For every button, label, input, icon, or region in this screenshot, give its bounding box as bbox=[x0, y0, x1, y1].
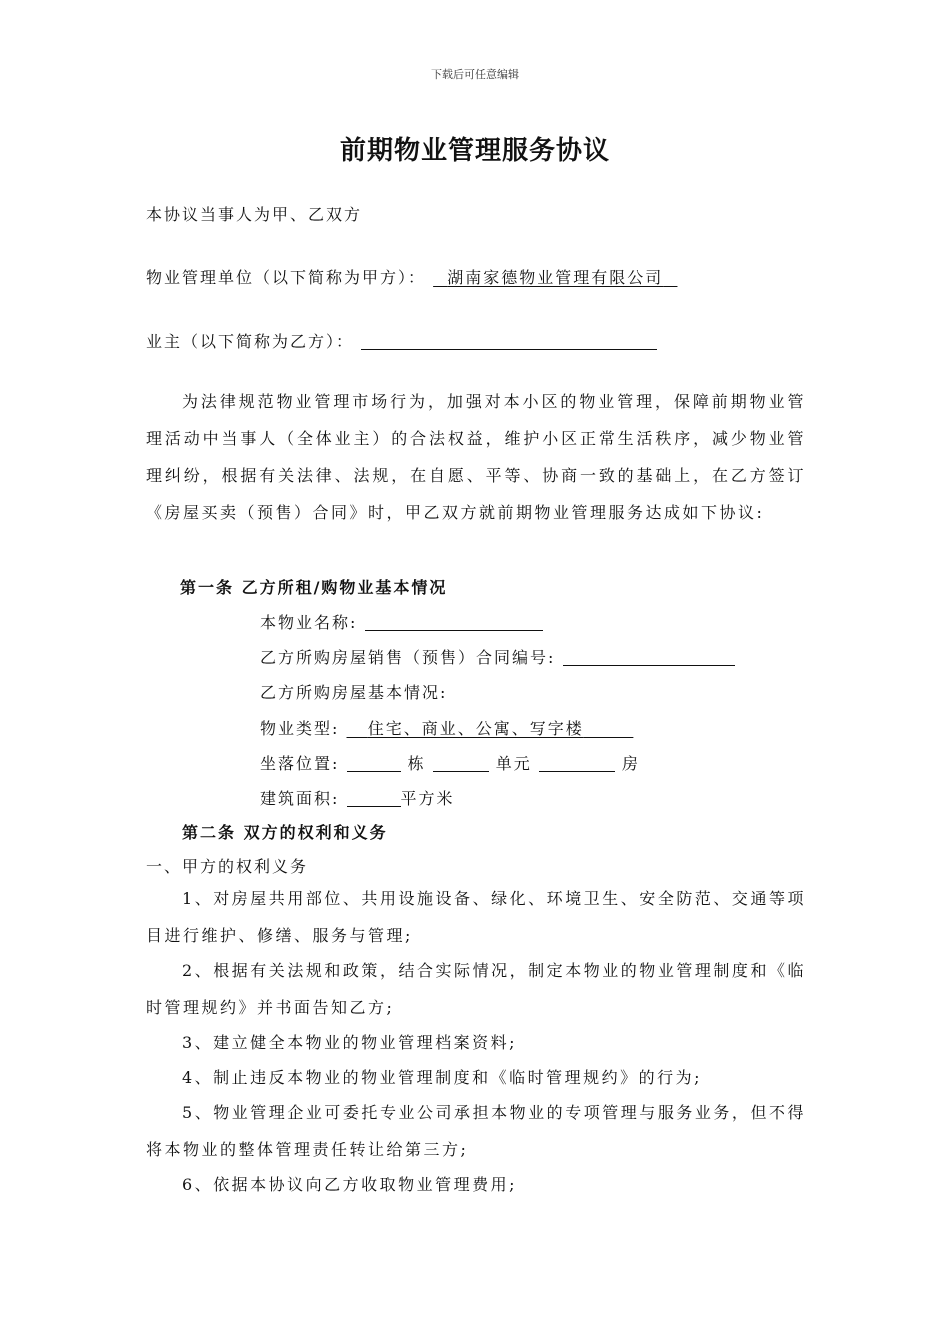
area-unit-label: 平方米 bbox=[400, 789, 455, 808]
preamble-paragraph: 为法律规范物业管理市场行为，加强对本小区的物业管理，保障前期物业管理活动中当事人（全体业主）的合法权益，维护小区正常生活秩序，减少物业管理纠纷，根据有关法律、法规，在自愿、平等、协商一致的基础上，在乙方签订《房屋买卖（预售）合同》时，甲乙双方就前期物业管理服务达成如下协议: bbox=[146, 392, 806, 522]
contract-number-blank bbox=[563, 647, 735, 666]
area-label: 建筑面积: bbox=[260, 789, 340, 808]
location-line bbox=[260, 751, 640, 774]
clause-item-1: 1、对房屋共用部位、共用设施设备、绿化、环境卫生、安全防范、交通等项目进行维护、修缮、服务与管理; bbox=[146, 889, 806, 945]
location-label: 坐落位置: bbox=[260, 754, 340, 773]
intro-line: 本协议当事人为甲、乙双方 bbox=[146, 205, 363, 224]
property-name-blank bbox=[365, 612, 543, 631]
building-unit-label: 栋 bbox=[407, 754, 426, 773]
building-blank bbox=[347, 753, 401, 772]
property-type-line bbox=[260, 716, 633, 739]
clause-item-5: 5、物业管理企业可委托专业公司承担本物业的专项管理与服务业务，但不得将本物业的整体管理责任转让给第三方; bbox=[146, 1103, 806, 1159]
room-blank bbox=[539, 753, 615, 772]
room-unit-label: 房 bbox=[622, 754, 641, 773]
party-b-blank bbox=[361, 331, 657, 350]
article1-heading: 第一条 乙方所租/购物业基本情况 bbox=[180, 578, 448, 597]
party-b-line bbox=[146, 329, 657, 352]
contract-number-label: 乙方所购房屋销售（预售）合同编号: bbox=[260, 648, 556, 667]
party-a-line bbox=[146, 265, 677, 288]
unit-blank bbox=[433, 753, 489, 772]
clause-item-2: 2、根据有关法规和政策，结合实际情况，制定本物业的物业管理制度和《临时管理规约》并书面告知乙方; bbox=[146, 961, 806, 1017]
contract-number-line bbox=[260, 645, 735, 668]
basic-info-label: 乙方所购房屋基本情况: bbox=[260, 683, 448, 702]
clause-item-6: 6、依据本协议向乙方收取物业管理费用; bbox=[182, 1175, 518, 1194]
party-a-label: 物业管理单位（以下简称为甲方）： bbox=[146, 268, 427, 287]
area-blank bbox=[347, 788, 401, 807]
clause-item-4: 4、制止违反本物业的物业管理制度和《临时管理规约》的行为; bbox=[182, 1068, 703, 1087]
clause-item-3: 3、建立健全本物业的物业管理档案资料; bbox=[182, 1033, 518, 1052]
property-type-label: 物业类型: bbox=[260, 719, 340, 738]
document-title: 前期物业管理服务协议 bbox=[339, 136, 610, 166]
article2-heading: 第二条 双方的权利和义务 bbox=[182, 823, 388, 842]
property-name-line bbox=[260, 610, 543, 633]
download-note: 下载后可任意编辑 bbox=[431, 68, 519, 81]
property-name-label: 本物业名称: bbox=[260, 613, 358, 632]
unit-unit-label: 单元 bbox=[495, 754, 532, 773]
party-a-value: 湖南家德物业管理有限公司 bbox=[447, 268, 664, 287]
party-b-label: 业主（以下简称为乙方）： bbox=[146, 332, 355, 351]
property-type-value: 住宅、商业、公寓、写字楼 bbox=[367, 719, 584, 738]
party-a-rights-heading: 一、甲方的权利义务 bbox=[146, 857, 309, 876]
area-line bbox=[260, 786, 455, 809]
